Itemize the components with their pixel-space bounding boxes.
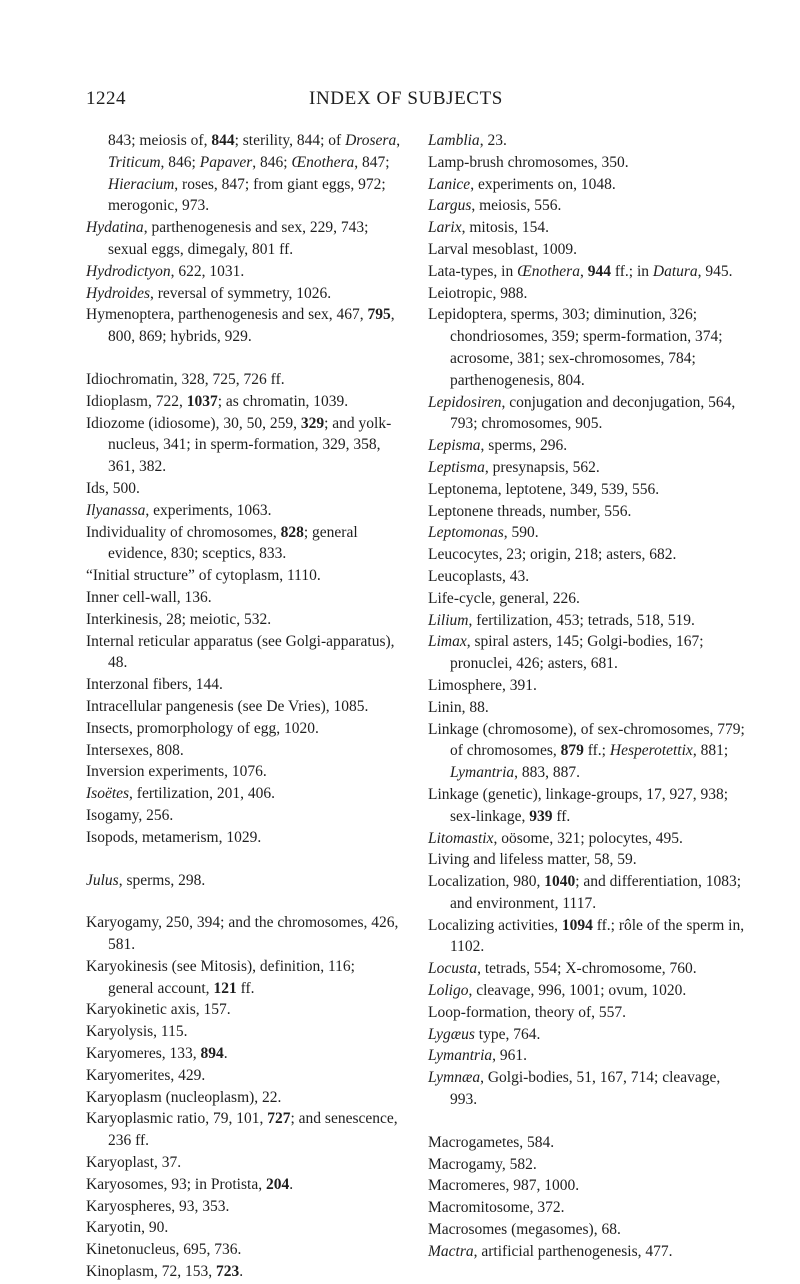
entry-text: , presynapsis, 562. [484, 458, 600, 476]
bold-page-ref: 204 [265, 1175, 290, 1193]
entry-text: Macrogametes, 584. [428, 1133, 555, 1151]
entry-text: Inner cell-wall, 136. [86, 588, 212, 606]
index-entry [428, 435, 746, 457]
section-gap [86, 348, 404, 369]
index-entry [428, 980, 746, 1002]
index-entry [86, 522, 404, 566]
entry-text: Idiozome (idiosome), 30, 50, 259, [86, 414, 301, 432]
index-entry [428, 697, 746, 719]
index-entry [428, 1002, 746, 1024]
index-entry [428, 958, 746, 980]
index-entry [428, 1241, 746, 1263]
entry-text: 843; meiosis of, [108, 132, 212, 149]
index-entry [428, 1067, 746, 1111]
entry-text: Internal reticular apparatus (see Golgi-apparatus), 48. [86, 632, 395, 672]
index-column-right [428, 130, 746, 1263]
index-entry [86, 805, 404, 827]
entry-text: Interkinesis, 28; meiotic, 532. [86, 610, 272, 628]
section-gap [428, 1111, 746, 1132]
entry-text: Karyokinetic axis, 157. [86, 1001, 231, 1019]
index-entry [428, 217, 746, 239]
index-entry [86, 391, 404, 413]
index-entry [428, 195, 746, 217]
running-title: INDEX OF SUBJECTS [309, 88, 503, 109]
entry-text: Idiochromatin, 328, 725, 726 ff. [86, 370, 285, 388]
entry-text: Lata-types, in [428, 262, 518, 280]
index-entry [86, 1043, 404, 1065]
index-entry [428, 1154, 746, 1176]
index-entry [86, 956, 404, 1000]
index-entry [86, 413, 404, 478]
index-entry [428, 479, 746, 501]
entry-text: “Initial structure” of cytoplasm, 1110. [86, 567, 321, 585]
italic-term: Largus [428, 197, 472, 215]
italic-term: Lymantria [450, 764, 515, 782]
index-entry [428, 501, 746, 523]
italic-term: Papaver [199, 153, 253, 171]
entry-text: , artificial parthenogenesis, 477. [473, 1242, 673, 1260]
entry-text: Localizing activities, [428, 916, 562, 934]
italic-term: Lilium [428, 611, 469, 629]
entry-text: , 883, 887. [514, 764, 581, 782]
index-column-left [86, 130, 404, 1283]
italic-term: Datura [652, 262, 698, 280]
index-entry [428, 610, 746, 632]
entry-text: Macrosomes (megasomes), 68. [428, 1221, 621, 1239]
italic-term: Lepisma [428, 437, 481, 455]
italic-term: Hesperotettix [609, 742, 693, 760]
entry-text: Leiotropic, 988. [428, 284, 528, 302]
index-entry [86, 761, 404, 783]
index-entry [428, 1175, 746, 1197]
entry-text: ff. [552, 807, 571, 825]
index-entry [428, 719, 746, 784]
index-entry [428, 304, 746, 391]
italic-term: Hydroides [86, 284, 150, 302]
entry-text: ; general evidence, 830; sceptics, 833. [108, 523, 358, 563]
index-entry [86, 827, 404, 849]
entry-text: Karyotin, 90. [86, 1219, 169, 1237]
entry-text: , 23. [479, 132, 507, 149]
index-entry [86, 1196, 404, 1218]
italic-term: Leptisma [428, 458, 485, 476]
index-entry [428, 566, 746, 588]
entry-text: , cleavage, 996, 1001; ovum, 1020. [468, 982, 687, 1000]
entry-text: , sperms, 298. [118, 871, 206, 889]
entry-text: , tetrads, 554; X-chromosome, 760. [477, 960, 697, 978]
index-entry [428, 174, 746, 196]
entry-text: Karyomeres, 133, [86, 1045, 201, 1063]
entry-text: Linkage (genetic), linkage-groups, 17, 927, 938; sex-linkage, [428, 785, 729, 825]
entry-text: Inversion experiments, 1076. [86, 763, 267, 781]
entry-text: Lepidoptera, sperms, 303; diminution, 326; chondriosomes, 359; sperm-formation, 374; acrosome, 381; sex-chromosomes, 784; parthenogenesis, 804. [428, 306, 723, 389]
entry-text: Linin, 88. [428, 698, 489, 716]
index-entry [86, 1108, 404, 1152]
section-gap [86, 891, 404, 912]
entry-text: Idioplasm, 722, [86, 392, 187, 410]
entry-text: Localization, 980, [428, 873, 545, 891]
entry-text: ; and differentiation, 1083; and environment, 1117. [450, 873, 742, 912]
entry-text: , 961. [492, 1047, 528, 1065]
italic-term: Loligo [428, 982, 469, 1000]
entry-text: , Golgi-bodies, 51, 167, 714; cleavage, 993. [450, 1069, 721, 1109]
index-entry [428, 261, 746, 283]
entry-text: Leucocytes, 23; origin, 218; asters, 682. [428, 546, 677, 564]
index-entry [86, 1065, 404, 1087]
index-entry [428, 849, 746, 871]
bold-page-ref: 727 [267, 1110, 291, 1128]
entry-text: . [223, 1045, 228, 1063]
entry-text: , parthenogenesis and sex, 229, 743; sexual eggs, dimegaly, 801 ff. [108, 219, 369, 258]
italic-term: Hydatina [86, 219, 144, 237]
entry-text: Karyospheres, 93, 353. [86, 1197, 230, 1215]
index-entry [86, 369, 404, 391]
index-entry [86, 1239, 404, 1261]
italic-term: Drosera [345, 132, 397, 149]
entry-text: , [396, 132, 401, 149]
page-header [86, 88, 726, 116]
italic-term: Lanice [428, 175, 471, 193]
index-entry [86, 631, 404, 675]
entry-text: ; and senescence, 236 ff. [108, 1110, 398, 1150]
index-entry [428, 457, 746, 479]
index-entry [428, 631, 746, 675]
bold-page-ref: 723 [216, 1263, 240, 1281]
entry-text: , spiral asters, 145; Golgi-bodies, 167; pronuclei, 426; asters, 681. [450, 633, 704, 673]
italic-term: Lymnæa [428, 1069, 481, 1087]
index-entry [86, 912, 404, 956]
entry-text: Insects, promorphology of egg, 1020. [86, 719, 319, 737]
index-entry [428, 392, 746, 436]
index-entry [86, 718, 404, 740]
bold-page-ref: 944 [587, 262, 611, 280]
entry-text: Linkage (chromosome), of sex-chromosomes, 779; of chromosomes, [428, 720, 745, 760]
bold-page-ref: 1040 [544, 873, 576, 891]
entry-text: Life-cycle, general, 226. [428, 589, 580, 607]
index-entry [428, 544, 746, 566]
entry-text: Kinoplasm, 72, 153, [86, 1263, 217, 1281]
index-entry [428, 871, 746, 915]
entry-text: Macromeres, 987, 1000. [428, 1177, 580, 1195]
index-entry [86, 130, 404, 217]
entry-text: Limosphere, 391. [428, 676, 537, 694]
index-entry [86, 696, 404, 718]
entry-text: Karyoplasm (nucleoplasm), 22. [86, 1088, 282, 1106]
entry-text: , meiosis, 556. [471, 197, 562, 215]
index-entry [86, 500, 404, 522]
italic-term: Lymantria [428, 1047, 493, 1065]
index-entry [86, 1087, 404, 1109]
entry-text: ff.; [583, 742, 610, 760]
section-gap [86, 849, 404, 870]
bold-page-ref: 1037 [186, 392, 218, 410]
entry-text: Interzonal fibers, 144. [86, 676, 223, 694]
italic-term: Julus [86, 871, 119, 889]
entry-text: Karyomerites, 429. [86, 1066, 206, 1084]
italic-term: Leptomonas [428, 524, 504, 542]
index-entry [86, 609, 404, 631]
italic-term: Lepidosiren [428, 393, 502, 411]
italic-term: Triticum [108, 153, 161, 171]
index-entry [86, 999, 404, 1021]
index-entry [86, 1261, 404, 1283]
entry-text: , 622, 1031. [170, 262, 245, 280]
entry-text: , 945. [697, 262, 733, 280]
entry-text: type, 764. [474, 1025, 541, 1043]
entry-text: Ids, 500. [86, 479, 140, 497]
index-entry [428, 239, 746, 261]
entry-text: , conjugation and deconjugation, 564, 793; chromosomes, 905. [450, 393, 736, 433]
entry-text: Macromitosome, 372. [428, 1199, 565, 1217]
index-entry [428, 588, 746, 610]
italic-term: Mactra [428, 1242, 474, 1260]
italic-term: Litomastix [428, 829, 494, 847]
index-entry [86, 478, 404, 500]
index-entry [86, 587, 404, 609]
italic-term: Locusta [428, 960, 478, 978]
italic-term: Larix [428, 219, 462, 237]
index-entry [86, 1021, 404, 1043]
entry-text: , 881; [692, 742, 729, 760]
entry-text: , [579, 262, 588, 280]
index-entry [428, 130, 746, 152]
entry-text: ff. [236, 979, 255, 997]
entry-text: , roses, 847; from giant eggs, 972; merogonic, 973. [108, 175, 386, 215]
index-entry [428, 915, 746, 959]
italic-term: Œnothera [291, 153, 355, 171]
entry-text: Lamp-brush chromosomes, 350. [428, 153, 629, 171]
italic-term: Limax [428, 633, 467, 651]
index-entry [428, 522, 746, 544]
entry-text: , experiments on, 1048. [470, 175, 616, 193]
index-entry [428, 1045, 746, 1067]
bold-page-ref: 1094 [561, 916, 593, 934]
entry-text: Karyosomes, 93; in Protista, [86, 1175, 266, 1193]
index-entry [428, 1219, 746, 1241]
entry-text: Leptonema, leptotene, 349, 539, 556. [428, 480, 660, 498]
italic-term: Ilyanassa [86, 501, 146, 519]
entry-text: , reversal of symmetry, 1026. [150, 284, 332, 302]
entry-text: , 846; [252, 153, 292, 171]
page-number: 1224 [86, 88, 126, 109]
entry-text: Karyokinesis (see Mitosis), definition, 116; general account, [86, 957, 355, 997]
entry-text: , sperms, 296. [480, 437, 568, 455]
entry-text: Individuality of chromosomes, [86, 523, 281, 541]
index-entry [428, 283, 746, 305]
entry-text: Larval mesoblast, 1009. [428, 240, 577, 258]
entry-text: Leucoplasts, 43. [428, 567, 530, 585]
index-entry [86, 1217, 404, 1239]
italic-term: Hieracium [108, 175, 175, 193]
entry-text: Karyoplasmic ratio, 79, 101, [86, 1110, 268, 1128]
entry-text: Karyogamy, 250, 394; and the chromosomes, 426, 581. [86, 914, 399, 954]
index-entry [428, 828, 746, 850]
entry-text: , 590. [503, 524, 539, 542]
index-entry [86, 217, 404, 261]
index-entry [86, 1174, 404, 1196]
bold-page-ref: 121 [213, 979, 237, 997]
index-entry [86, 674, 404, 696]
entry-text: , fertilization, 453; tetrads, 518, 519. [468, 611, 695, 629]
entry-text: , fertilization, 201, 406. [129, 785, 275, 803]
index-entry [86, 1152, 404, 1174]
bold-page-ref: 329 [300, 414, 325, 432]
index-entry [428, 1024, 746, 1046]
entry-text: Isopods, metamerism, 1029. [86, 828, 262, 846]
bold-page-ref: 795 [367, 306, 391, 324]
index-entry [86, 261, 404, 283]
index-entry [428, 784, 746, 828]
entry-text: , 847; [354, 153, 390, 171]
entry-text: Karyoplast, 37. [86, 1154, 182, 1172]
index-entry [428, 1197, 746, 1219]
italic-term: Isoëtes [86, 785, 130, 803]
index-entry [86, 870, 404, 892]
italic-term: Hydrodictyon [86, 262, 171, 280]
entry-text: ; sterility, 844; of [234, 132, 346, 149]
entry-text: Karyolysis, 115. [86, 1023, 188, 1041]
index-entry [86, 565, 404, 587]
entry-text: ; and yolk-nucleus, 341; in sperm-formation, 329, 358, 361, 382. [108, 414, 392, 476]
index-entry [428, 675, 746, 697]
entry-text: Kinetonucleus, 695, 736. [86, 1241, 242, 1259]
entry-text: , mitosis, 154. [461, 219, 550, 237]
entry-text: ; as chromatin, 1039. [217, 392, 349, 410]
entry-text: . [239, 1263, 244, 1281]
index-entry [428, 152, 746, 174]
entry-text: , 846; [160, 153, 200, 171]
bold-page-ref: 939 [529, 807, 553, 825]
entry-text: Intracellular pangenesis (see De Vries), 1085. [86, 697, 369, 715]
italic-term: Lamblia [428, 132, 480, 149]
entry-text: Intersexes, 808. [86, 741, 184, 759]
entry-text: , experiments, 1063. [145, 501, 272, 519]
italic-term: Œnothera [517, 262, 580, 280]
index-entry [428, 1132, 746, 1154]
bold-page-ref: 879 [560, 742, 584, 760]
entry-text: Leptonene threads, number, 556. [428, 502, 632, 520]
bold-page-ref: 828 [280, 523, 304, 541]
entry-text: , 800, 869; hybrids, 929. [108, 306, 395, 346]
entry-text: . [289, 1175, 294, 1193]
entry-text: Isogamy, 256. [86, 806, 174, 824]
entry-text: Living and lifeless matter, 58, 59. [428, 851, 637, 869]
entry-text: Macrogamy, 582. [428, 1155, 537, 1173]
bold-page-ref: 844 [211, 132, 235, 149]
entry-text: Loop-formation, theory of, 557. [428, 1003, 627, 1021]
index-entry [86, 783, 404, 805]
entry-text: Hymenoptera, parthenogenesis and sex, 467, [86, 306, 368, 324]
entry-text: , oösome, 321; polocytes, 495. [493, 829, 683, 847]
index-entry [86, 283, 404, 305]
entry-text: ff.; rôle of the sperm in, 1102. [450, 916, 745, 956]
index-entry [86, 304, 404, 348]
bold-page-ref: 894 [200, 1045, 224, 1063]
entry-text: ff.; in [610, 262, 653, 280]
italic-term: Lygæus [428, 1025, 475, 1043]
index-entry [86, 740, 404, 762]
